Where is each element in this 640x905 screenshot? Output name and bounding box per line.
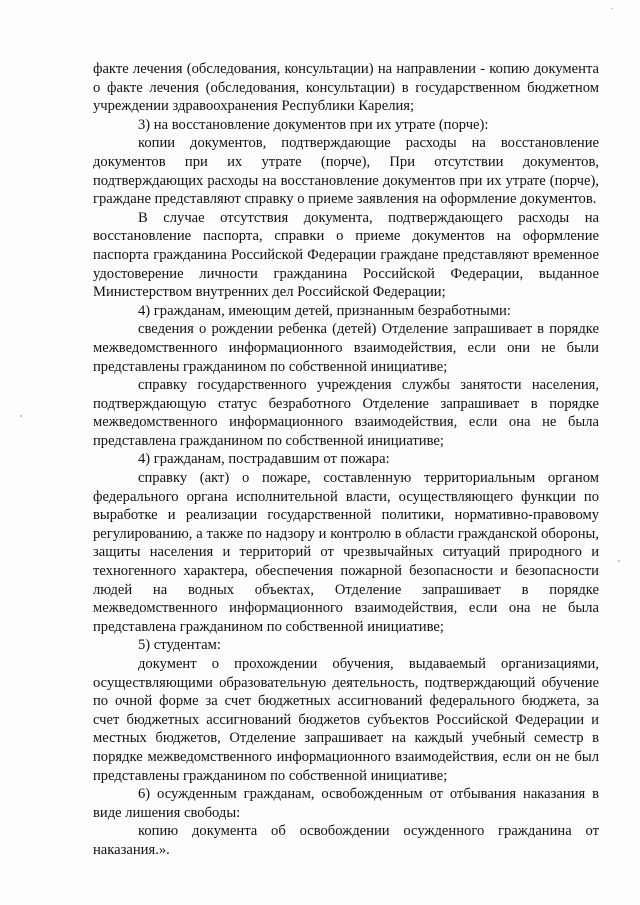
paragraph-10: документ о прохождении обучения, выдаваемый организациями, осуществляющими образовательную деятельность, подтверждающий обучение по очной форме за счет бюджетных ассигнований федерального бюджета, за счет бюджетных ассигнований бюджетов субъектов Российской Федерации и местных бюджетов, Отделение запрашивает на каждый учебный семестр в порядке межведомственного информационного взаимодействия, если он не был представлены гражданином по собственной инициативе; xyxy=(93,656,599,784)
paragraph-3: В случае отсутствия документа, подтверждающего расходы на восстановление паспорта, справки о приеме документов на оформление паспорта гражданина Российской Федерации граждане представляют временное удостоверение личности гражданина Российской Федерации, выданное Министерством внутренних дел Российской Федерации; xyxy=(93,209,599,301)
scan-corner-mark: · xyxy=(610,4,614,15)
paragraph-2: копии документов, подтверждающие расходы на восстановление документов при их утрате (порче), При отсутствии документов, подтверждающих расходы на восстановление документов при их утрате (порче), граждане представляют справку о приеме заявления на оформление документов. xyxy=(93,135,599,208)
paragraph-7: 4) гражданам, пострадавшим от пожара: xyxy=(138,451,390,468)
scan-speck xyxy=(618,560,620,562)
paragraph-4: 4) гражданам, имеющим детей, признанным безработными: xyxy=(138,302,511,319)
paragraph-0: факте лечения (обследования, консультации) на направлении - копию документа о факте лечения (обследования, консультации) в государственном бюджетном учреждении здравоохранения Республики Карелия; xyxy=(93,61,599,115)
paragraph-11: 6) осужденным гражданам, освобожденным от отбывания наказания в виде лишения свободы: xyxy=(93,786,599,821)
paragraph-5: сведения о рождении ребенка (детей) Отделение запрашивает в порядке межведомственного информационного взаимодействия, если они не были представлены гражданином по собственной инициативе; xyxy=(93,321,599,375)
paragraph-8: справку (акт) о пожаре, составленную территориальным органом федерального органа исполнительной власти, осуществляющего функции по выработке и реализации государственной политики, нормативно-правовому регулированию, а также по надзору и контролю в области гражданской обороны, защиты населения и территорий от чрезвычайных ситуаций природного и техногенного характера, обеспечения пожарной безопасности и безопасности людей на водных объектах, Отделение запрашивает в порядке межведомственного информационного взаимодействия, если она не была представлена гражданином по собственной инициативе; xyxy=(93,470,599,635)
paragraph-6: справку государственного учреждения службы занятости населения, подтверждающую статус безработного Отделение запрашивает в порядке межведомственного информационного взаимодействия, если она не была представлена гражданином по собственной инициативе; xyxy=(93,377,599,449)
paragraph-1: 3) на восстановление документов при их утрате (порче): xyxy=(138,116,489,133)
paragraph-9: 5) студентам: xyxy=(138,637,221,654)
document-body xyxy=(93,60,599,860)
scan-speck xyxy=(20,415,22,417)
paragraph-12: копию документа об освобождении осужденного гражданина от наказания.». xyxy=(93,823,599,858)
